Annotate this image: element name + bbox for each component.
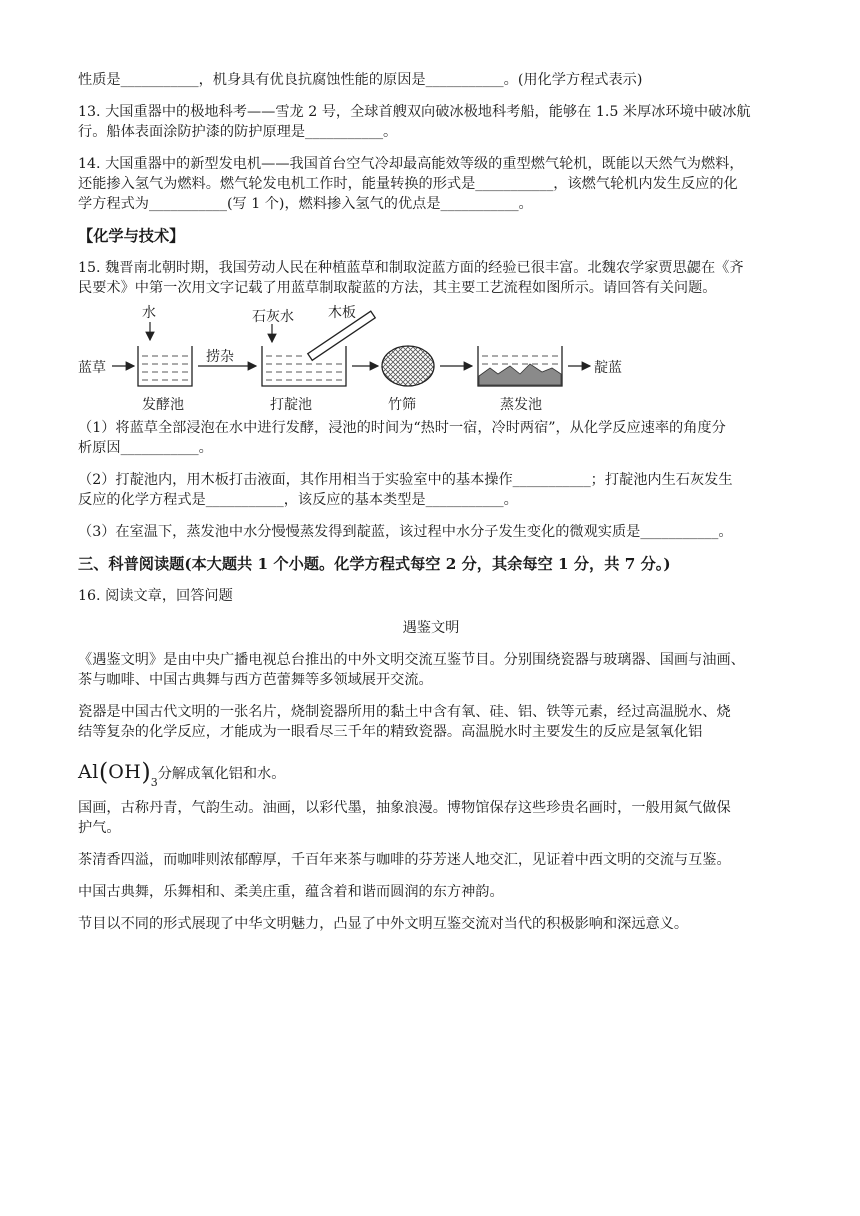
text-line: 还能掺入氢气为燃料。燃气轮发电机工作时，能量转换的形式是___________，该燃气轮机内发生反应的化 [78, 176, 738, 192]
formula-paren-left: ( [98, 758, 109, 786]
question-14: 14. 大国重器中的新型发电机——我国首台空气冷却最高能效等级的重型燃气轮机，既能以天然气为燃料， [78, 156, 744, 172]
question-15-3: （3）在室温下，蒸发池中水分慢慢蒸发得到靛蓝，该过程中水分子发生变化的微观实质是___________。 [78, 524, 733, 540]
article-title: 遇鉴文明 [402, 620, 460, 636]
label-indigo-product: 靛蓝 [594, 360, 622, 376]
text-line: 反应的化学方程式是___________，该反应的基本类型是___________。 [78, 492, 518, 508]
article-paragraph: 《遇鉴文明》是由中央广播电视总台推出的中外文明交流互鉴节目。分别围绕瓷器与玻璃器、国画与油画、 [78, 652, 745, 668]
evaporation-pool-icon [478, 346, 562, 386]
process-flow-diagram [78, 302, 784, 412]
section-heading-reading: 三、科普阅读题(本大题共 1 个小题。化学方程式每空 2 分，其余每空 1 分，共 7 分。) [78, 555, 671, 573]
indigo-beating-pool-icon [262, 346, 346, 386]
text-line: 民要术》中第一次用文字记载了用蓝草制取靛蓝的方法，其主要工艺流程如图所示。请回答有关问题。 [78, 280, 717, 296]
label-wooden-board: 木板 [328, 305, 356, 321]
question-15: 15. 魏晋南北朝时期，我国劳动人民在种植蓝草和制取淀蓝方面的经验已很丰富。北魏农学家贾思勰在《齐 [78, 260, 744, 276]
formula-paren-right: ) [141, 758, 151, 786]
text-line: 行。船体表面涂防护漆的防护原理是___________。 [78, 124, 398, 140]
article-paragraph: 瓷器是中国古代文明的一张名片，烧制瓷器所用的黏土中含有氧、硅、铝、铁等元素，经过高温脱水、烧 [78, 704, 731, 720]
article-paragraph: 国画，古称丹青，气韵生动。油画，以彩代墨，抽象浪漫。博物馆保存这些珍贵名画时，一般用氮气做保 [78, 800, 731, 816]
label-beating-pool: 打靛池 [270, 397, 312, 413]
bamboo-sieve-icon [382, 346, 434, 386]
text-line: 性质是___________，机身具有优良抗腐蚀性能的原因是___________。(用化学方程式表示) [78, 72, 643, 88]
text-line: 析原因___________。 [78, 440, 213, 456]
chemical-formula-line [78, 754, 784, 790]
fermentation-pool-icon [138, 346, 192, 386]
formula-group: OH [108, 761, 142, 783]
label-remove-impurities: 捞杂 [206, 349, 234, 365]
article-paragraph: 中国古典舞，乐舞相和、柔美庄重，蕴含着和谐而圆润的东方神韵。 [78, 884, 504, 900]
section-heading-tech: 【化学与技术】 [78, 227, 185, 245]
label-indigo-grass: 蓝草 [78, 360, 106, 376]
question-16: 16. 阅读文章，回答问题 [78, 588, 233, 604]
label-evaporation-pool: 蒸发池 [500, 397, 542, 413]
formula-element: Al [78, 761, 99, 783]
document-page [78, 70, 784, 946]
question-15-1: （1）将蓝草全部浸泡在水中进行发酵，浸池的时间为“热时一宿，冷时两宿”，从化学反应速率的角度分 [78, 420, 726, 436]
text-line: 茶与咖啡、中国古典舞与西方芭蕾舞等多领域展开交流。 [78, 672, 433, 688]
text-line: 护气。 [78, 820, 121, 836]
article-paragraph: 茶清香四溢，而咖啡则浓郁醇厚，千百年来茶与咖啡的芬芳迷人地交汇，见证着中西文明的交流与互鉴。 [78, 852, 731, 868]
label-water: 水 [142, 305, 156, 321]
text-line: 学方程式为___________(写 1 个)，燃料掺入氢气的优点是___________。 [78, 196, 533, 212]
article-paragraph: 节目以不同的形式展现了中华文明魅力，凸显了中外文明互鉴交流对当代的积极影响和深远意义。 [78, 916, 689, 932]
label-lime-water: 石灰水 [252, 309, 294, 325]
question-15-2: （2）打靛池内，用木板打击液面，其作用相当于实验室中的基本操作___________；打靛池内生石灰发生 [78, 472, 733, 488]
label-fermentation-pool: 发酵池 [142, 397, 184, 413]
question-13: 13. 大国重器中的极地科考——雪龙 2 号，全球首艘双向破冰极地科考船，能够在 1.5 米厚冰环境中破冰航 [78, 104, 751, 120]
formula-subscript: 3 [150, 776, 158, 789]
label-bamboo-sieve: 竹筛 [388, 397, 416, 413]
text-line: 结等复杂的化学反应，才能成为一眼看尽三千年的精致瓷器。高温脱水时主要发生的反应是氢氧化铝 [78, 724, 703, 740]
formula-text: 分解成氧化铝和水。 [157, 766, 286, 782]
